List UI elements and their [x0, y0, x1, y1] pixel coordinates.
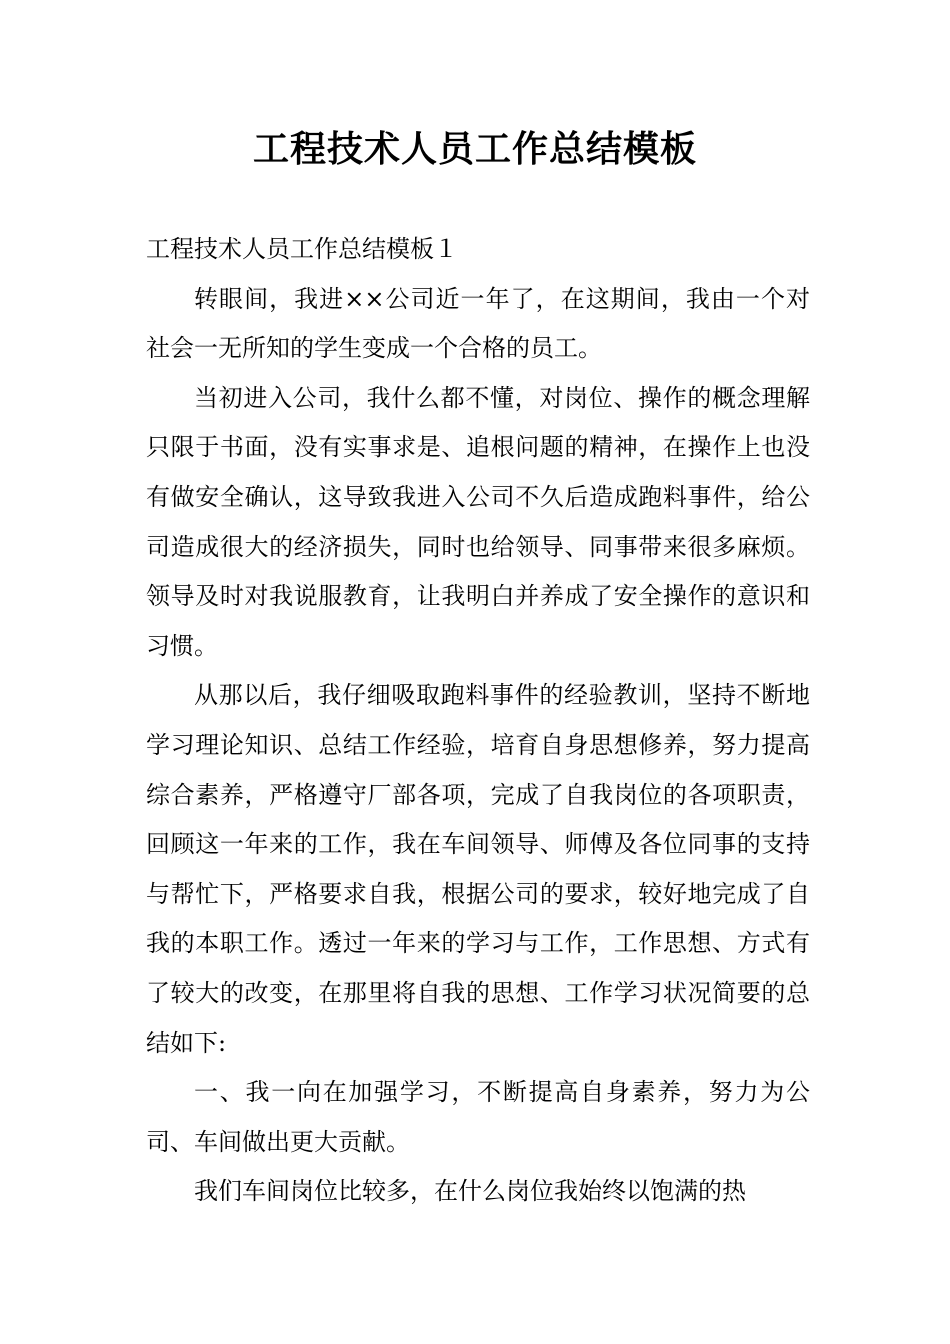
paragraph: 当初进入公司，我什么都不懂，对岗位、操作的概念理解只限于书面，没有实事求是、追根问题的精神，在操作上也没有做安全确认，这导致我进入公司不久后造成跑料事件，给公司造成很大的经济损失，同时也给领导、同事带来很多麻烦。领导及时对我说服教育，让我明白并养成了安全操作的意识和习惯。: [146, 383, 810, 660]
paragraph: 转眼间，我进××公司近一年了，在这期间，我由一个对社会一无所知的学生变成一个合格的员工。: [146, 284, 810, 363]
section-heading: 工程技术人员工作总结模板１: [146, 235, 458, 263]
paragraph: 一、我一向在加强学习，不断提高自身素养，努力为公司、车间做出更大贡献。: [146, 1078, 810, 1156]
paragraph: 从那以后，我仔细吸取跑料事件的经验教训，坚持不断地学习理论知识、总结工作经验，培育自身思想修养，努力提高综合素养，严格遵守厂部各项，完成了自我岗位的各项职责，回顾这一年来的工作，我在车间领导、师傅及各位同事的支持与帮忙下，严格要求自我，根据公司的要求，较好地完成了自我的本职工作。透过一年来的学习与工作，工作思想、方式有了较大的改变，在那里将自我的思想、工作学习状况简要的总结如下:: [146, 681, 810, 1057]
paragraph: 我们车间岗位比较多，在什么岗位我始终以饱满的热: [194, 1177, 746, 1206]
document-title: 工程技术人员工作总结模板: [252, 129, 697, 170]
document-body: [146, 225, 810, 1217]
